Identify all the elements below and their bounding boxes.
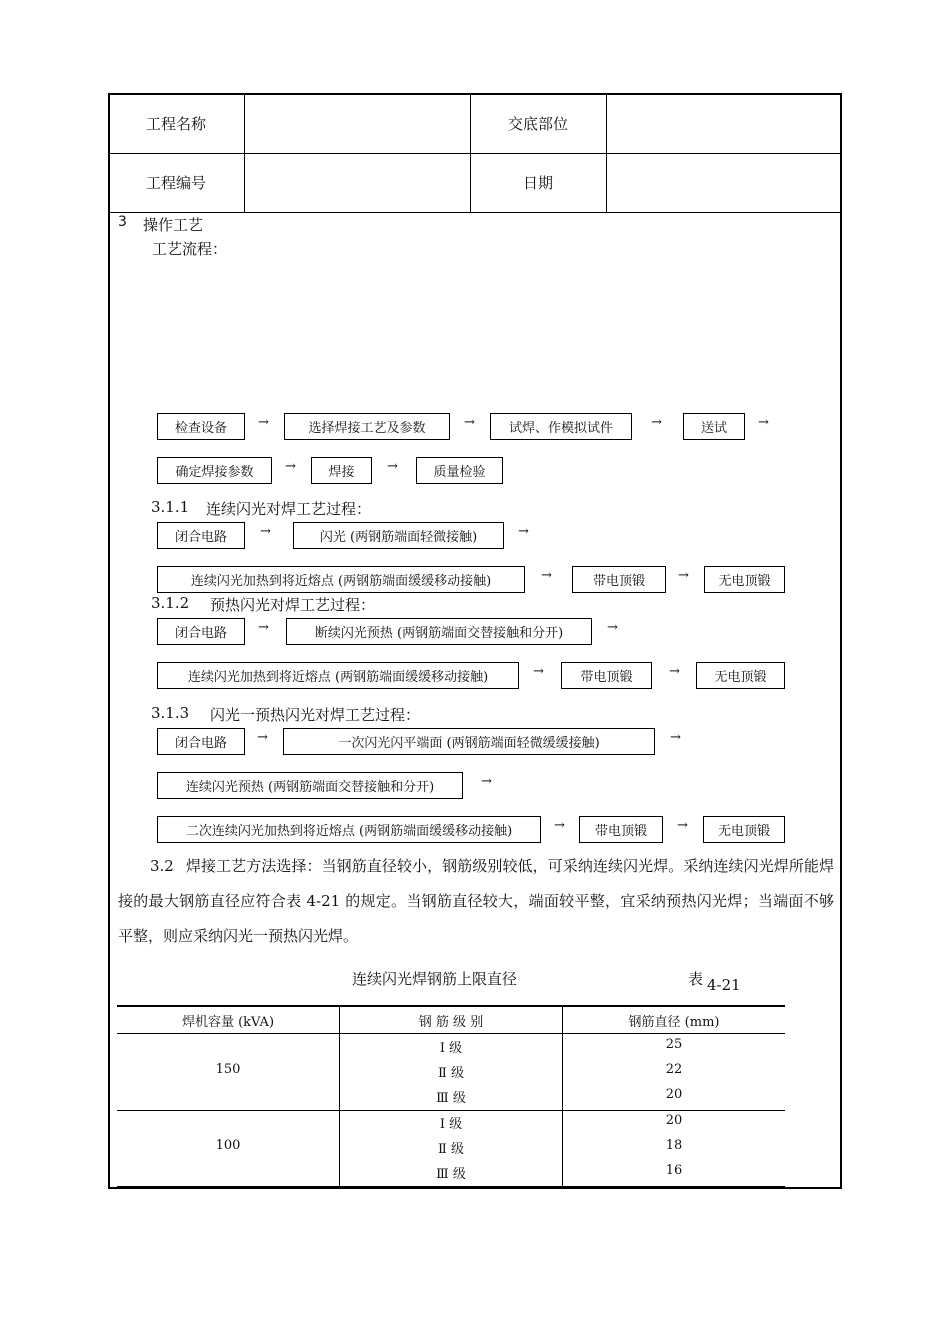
- s312-step-dead-upset: 无电顶锻: [696, 662, 785, 689]
- section-number: 3: [118, 214, 127, 230]
- table-cell-grade: Ⅲ 级: [436, 1091, 466, 1106]
- table-header-capacity: 焊机容量 (kVA): [181, 1015, 275, 1030]
- section-title: 操作工艺: [143, 216, 204, 234]
- location-label: 交底部位: [507, 114, 568, 133]
- flow-step-select-process: 选择焊接工艺及参数: [284, 413, 450, 440]
- table-header-diameter: 钢筋直径 (mm): [628, 1015, 720, 1030]
- table-cell-grade: Ⅰ 级: [439, 1117, 463, 1132]
- s313-step-second-heating: 二次连续闪光加热到将近熔点 (两钢筋端面缓缓移动接触): [157, 816, 541, 843]
- table-cell-diameter: 20: [665, 1087, 683, 1102]
- s32-text: 焊接工艺方法选择：当钢筋直径较小，钢筋级别较低，可采纳连续闪光焊。采纳连续闪光焊所能焊接的最大钢筋直径应符合表 4-21 的规定。当钢筋直径较大，端面较平整，宜采纳预热闪光焊；当端面不够平整，则应采纳闪光一预热闪光焊。: [118, 857, 834, 945]
- s312-step-close-circuit: 闭合电路: [157, 618, 245, 645]
- table-cell-diameter: 25: [665, 1037, 683, 1052]
- s313-step-close-circuit: 闭合电路: [157, 728, 245, 755]
- s32-number: 3.2: [150, 857, 174, 875]
- s311-title: 连续闪光对焊工艺过程：: [206, 500, 372, 518]
- flow-arrow: →: [541, 568, 552, 583]
- flow-arrow: →: [481, 774, 492, 789]
- table-cell-diameter: 20: [665, 1113, 683, 1128]
- flow-arrow: →: [285, 459, 296, 474]
- s311-step-dead-upset: 无电顶锻: [704, 566, 785, 593]
- location-field[interactable]: [607, 93, 840, 153]
- flow-step-test: 送试: [683, 413, 745, 440]
- s312-step-continuous-heating: 连续闪光加热到将近熔点 (两钢筋端面缓缓移动接触): [157, 662, 519, 689]
- date-label: 日期: [522, 174, 553, 192]
- table-top-rule: [117, 1005, 785, 1007]
- table-cell-diameter: 16: [665, 1163, 683, 1178]
- s312-number: 3.1.2: [151, 594, 190, 612]
- flow-step-confirm-params: 确定焊接参数: [157, 457, 272, 484]
- s313-step-live-upset: 带电顶锻: [579, 816, 663, 843]
- table-cell-capacity: 100: [215, 1138, 241, 1153]
- project-number-label: 工程编号: [145, 174, 206, 192]
- s311-step-close-circuit: 闭合电路: [157, 522, 245, 549]
- table-cell-diameter: 22: [665, 1062, 683, 1077]
- s311-number: 3.1.1: [151, 498, 190, 516]
- flow-arrow: →: [518, 524, 529, 539]
- table-bottom-rule: [117, 1186, 785, 1188]
- s311-step-live-upset: 带电顶锻: [572, 566, 666, 593]
- table-label-number: 4-21: [707, 976, 741, 994]
- table-header-rule: [117, 1033, 785, 1034]
- s313-step-continuous-preheat: 连续闪光预热 (两钢筋端面交替接触和分开): [157, 772, 463, 799]
- flow-arrow: →: [387, 459, 398, 474]
- date-field[interactable]: [607, 153, 840, 212]
- table-label-prefix: 表: [688, 970, 704, 988]
- s311-step-continuous-heating: 连续闪光加热到将近熔点 (两钢筋端面缓缓移动接触): [157, 566, 525, 593]
- project-name-label: 工程名称: [145, 114, 206, 133]
- table-cell-grade: Ⅲ 级: [436, 1167, 466, 1182]
- flow-arrow: →: [533, 664, 544, 679]
- table-title: 连续闪光焊钢筋上限直径: [352, 970, 518, 988]
- s312-step-intermittent-preheat: 断续闪光预热 (两钢筋端面交替接触和分开): [286, 618, 592, 645]
- flow-label: 工艺流程：: [152, 240, 228, 258]
- s313-step-dead-upset: 无电顶锻: [703, 816, 785, 843]
- flow-arrow: →: [257, 730, 268, 745]
- s32-paragraph: [118, 849, 834, 954]
- flow-arrow: →: [554, 818, 565, 833]
- flow-arrow: →: [651, 415, 662, 430]
- flow-step-quality-inspection: 质量检验: [416, 457, 503, 484]
- table-cell-diameter: 18: [665, 1138, 683, 1153]
- flow-arrow: →: [670, 730, 681, 745]
- s312-step-live-upset: 带电顶锻: [561, 662, 652, 689]
- project-name-field[interactable]: [245, 93, 470, 153]
- header-bottom-border: [108, 212, 842, 213]
- flow-arrow: →: [758, 415, 769, 430]
- project-number-field[interactable]: [245, 153, 470, 212]
- flow-arrow: →: [258, 415, 269, 430]
- flow-step-trial-weld: 试焊、作模拟试件: [490, 413, 632, 440]
- table-cell-grade: Ⅰ 级: [439, 1041, 463, 1056]
- table-header-grade: 钢 筋 级 别: [418, 1015, 484, 1030]
- flow-arrow: →: [607, 620, 618, 635]
- flow-arrow: →: [464, 415, 475, 430]
- s313-number: 3.1.3: [151, 704, 190, 722]
- s313-title: 闪光一预热闪光对焊工艺过程：: [210, 706, 421, 724]
- flow-arrow: →: [669, 664, 680, 679]
- flow-step-weld: 焊接: [311, 457, 372, 484]
- flow-arrow: →: [260, 524, 271, 539]
- s312-title: 预热闪光对焊工艺过程：: [210, 596, 376, 614]
- flow-arrow: →: [678, 568, 689, 583]
- s313-step-first-flash: 一次闪光闪平端面 (两钢筋端面轻微缓缓接触): [283, 728, 655, 755]
- table-cell-grade: Ⅱ 级: [438, 1142, 464, 1157]
- table-cell-grade: Ⅱ 级: [438, 1066, 464, 1081]
- flow-arrow: →: [677, 818, 688, 833]
- table-group-rule: [117, 1110, 785, 1111]
- table-cell-capacity: 150: [215, 1062, 241, 1077]
- flow-step-check-equipment: 检查设备: [157, 413, 245, 440]
- flow-arrow: →: [258, 620, 269, 635]
- s311-step-flash: 闪光 (两钢筋端面轻微接触): [293, 522, 504, 549]
